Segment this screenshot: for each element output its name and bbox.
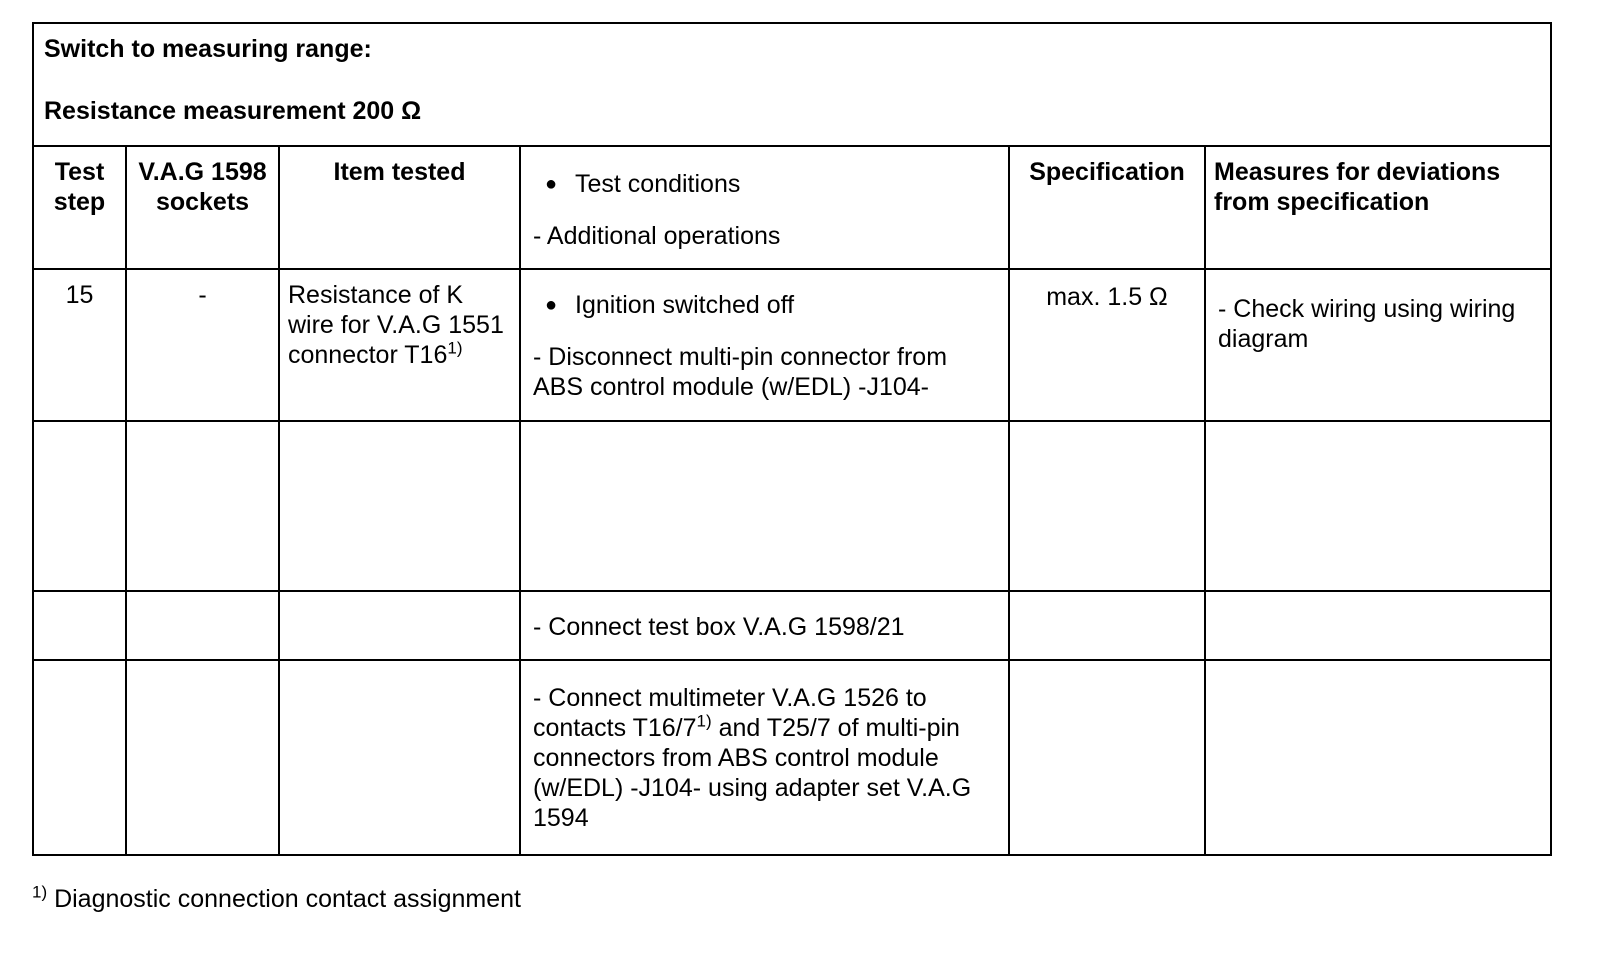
bullet-icon: ● [545, 173, 558, 195]
table-row-multimeter [33, 660, 1551, 855]
empty-cell [279, 591, 520, 660]
item-tested-text: Resistance of K wire for V.A.G 1551 connector T16 [288, 281, 504, 369]
header-measures: Measures for deviations from specification [1205, 146, 1551, 269]
header-specification: Specification [1009, 146, 1205, 269]
measuring-range-cell [33, 23, 1551, 146]
resistance-range-label: Resistance measurement 200 Ω [44, 97, 422, 125]
empty-cell [1205, 660, 1551, 855]
header-sockets: V.A.G 1598 sockets [126, 146, 279, 269]
cell-conditions [520, 269, 1009, 421]
empty-cell [33, 591, 126, 660]
empty-cell [279, 421, 520, 591]
empty-cell [279, 660, 520, 855]
header-conditions-line [533, 169, 1002, 221]
table-row-empty [33, 421, 1551, 591]
empty-cell [1205, 591, 1551, 660]
measuring-range-row [33, 23, 1551, 146]
empty-cell [1009, 591, 1205, 660]
footnote-text: Diagnostic connection contact assignment [47, 885, 522, 913]
empty-cell [33, 660, 126, 855]
footnote-number: 1) [32, 882, 48, 902]
footnote [32, 884, 521, 914]
bullet-icon: ● [545, 294, 558, 316]
header-conditions-cell [520, 146, 1009, 269]
table-header-row [33, 146, 1551, 269]
cell-item-tested [279, 269, 520, 421]
empty-cell [520, 421, 1009, 591]
footnote-marker: 1) [447, 338, 463, 358]
header-additional-operations: - Additional operations [533, 222, 781, 250]
table-row-test-box [33, 591, 1551, 660]
cell-specification: max. 1.5 Ω [1009, 269, 1205, 421]
operation-connect-test-box: - Connect test box V.A.G 1598/21 [520, 591, 1009, 660]
empty-cell [33, 421, 126, 591]
empty-cell [1009, 660, 1205, 855]
cell-sockets: - [126, 269, 279, 421]
condition-line [533, 290, 1002, 342]
footnote-marker: 1) [696, 711, 712, 731]
measuring-range-heading: Switch to measuring range: [44, 35, 372, 63]
operation-disconnect: - Disconnect multi-pin connector from ABS control module (w/EDL) -J104- [533, 343, 948, 401]
table-row-step-15 [33, 269, 1551, 421]
empty-cell [1009, 421, 1205, 591]
header-item-tested: Item tested [279, 146, 520, 269]
empty-cell [1205, 421, 1551, 591]
header-test-step: Test step [33, 146, 126, 269]
empty-cell [126, 421, 279, 591]
empty-cell [126, 660, 279, 855]
cell-measures: - Check wiring using wiring diagram [1205, 269, 1551, 421]
multimeter-text-a: - Connect multimeter V.A.G 1526 to contacts T16/7 [533, 684, 927, 742]
operation-connect-multimeter [520, 660, 1009, 855]
header-test-conditions: Test conditions [575, 170, 741, 198]
empty-cell [126, 591, 279, 660]
test-step-table [32, 22, 1552, 856]
multimeter-text-b: and T25/7 of multi-pin connectors from ABS control module (w/EDL) -J104- using adapter set V.A.G 1594 [533, 714, 972, 832]
condition-ignition: Ignition switched off [575, 291, 795, 319]
cell-step-number: 15 [33, 269, 126, 421]
